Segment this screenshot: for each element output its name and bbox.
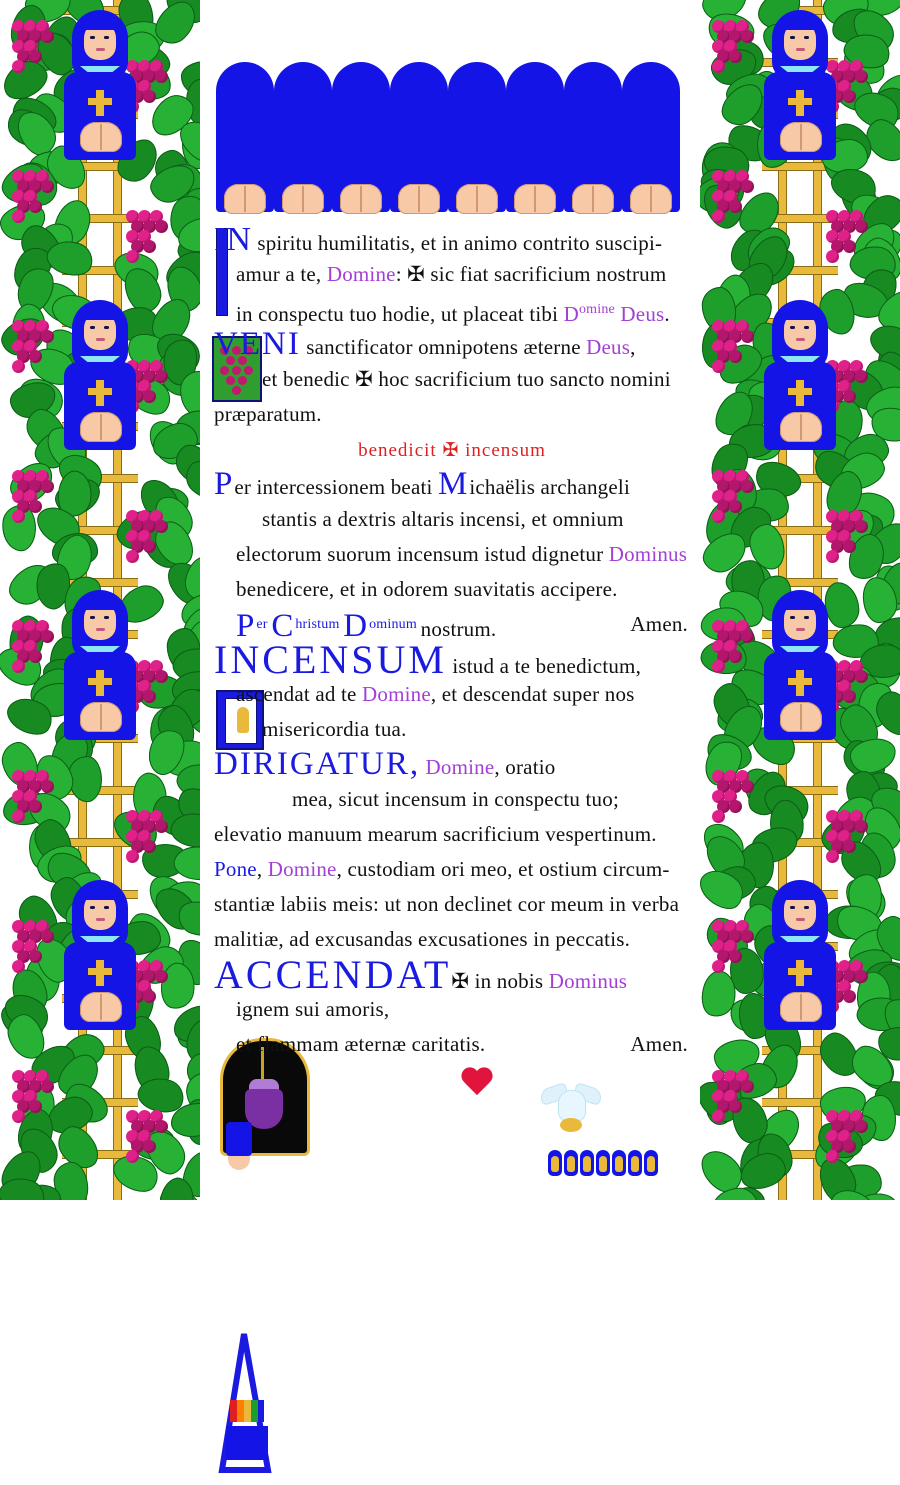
- text-run: eus: [635, 302, 665, 326]
- grape-cluster: [712, 920, 756, 980]
- text-run: : ✠ sic fiat sacrificium nostrum: [395, 262, 667, 286]
- grape-cluster: [12, 320, 56, 380]
- text-run: M: [438, 466, 470, 502]
- text-run: Domine: [362, 682, 431, 706]
- praying-nun-figure: [754, 590, 846, 740]
- text-run: ,: [256, 857, 268, 881]
- text-run: benedicere, et in odorem suavitatis accipere.: [236, 577, 618, 601]
- grape-cluster: [12, 170, 56, 230]
- text-run: malitiæ, ad excusandas excusationes in peccatis.: [214, 927, 631, 951]
- praying-monk: [622, 62, 680, 222]
- praying-monk: [216, 62, 274, 222]
- text-run: amur a te,: [236, 262, 327, 286]
- flame-icon: [548, 1150, 562, 1176]
- grape-cluster: [826, 510, 870, 570]
- praying-nun-figure: [54, 880, 146, 1030]
- grape-cluster: [12, 1070, 56, 1130]
- text-line: [214, 952, 690, 997]
- text-run: Pone: [214, 857, 257, 881]
- flame-icon: [564, 1150, 578, 1176]
- praying-monk: [390, 62, 448, 222]
- amen-label: Amen.: [630, 1032, 688, 1056]
- text-run: VENI: [214, 326, 301, 362]
- text-line: [214, 432, 690, 467]
- text-run: , et descendat super nos: [430, 682, 635, 706]
- text-run: omine: [578, 302, 615, 317]
- text-run: C: [271, 608, 296, 644]
- text-run: D: [343, 608, 370, 644]
- text-run: P: [236, 608, 257, 644]
- text-run: hristum: [295, 617, 344, 632]
- text-line: [214, 992, 690, 1027]
- grape-cluster: [12, 920, 56, 980]
- text-run: et benedic ✠ hoc sacrificium tuo sancto nomini: [262, 367, 671, 391]
- grape-cluster: [712, 470, 756, 530]
- text-column: [210, 0, 690, 1200]
- text-line: [214, 712, 690, 747]
- text-run: elevatio manuum mearum sacrificium vespertinum.: [214, 822, 657, 846]
- text-run: benedicit ✠ incensum: [358, 440, 546, 461]
- grape-cluster: [12, 770, 56, 830]
- praying-nun-figure: [54, 300, 146, 450]
- praying-nun-figure: [754, 10, 846, 160]
- praying-monk: [274, 62, 332, 222]
- text-run: Deus: [586, 335, 631, 359]
- grape-cluster: [12, 620, 56, 680]
- grape-cluster: [126, 810, 170, 870]
- text-run: , oratio: [494, 755, 556, 779]
- candle-icon: [226, 1122, 252, 1170]
- right-vine-border: [700, 0, 900, 1200]
- text-line: [214, 572, 690, 607]
- praying-nun-figure: [54, 590, 146, 740]
- text-run: præparatum.: [214, 402, 322, 426]
- grape-cluster: [712, 620, 756, 680]
- text-run: Domine: [326, 262, 396, 286]
- text-run: er: [256, 617, 272, 632]
- flame-icon: [628, 1150, 642, 1176]
- organ-pipes-initial: [214, 1330, 280, 1480]
- text-run: stantiæ labiis meis: ut non declinet cor meum in verba: [214, 892, 680, 916]
- holy-spirit-dove-icon: [540, 1078, 600, 1132]
- text-line: [214, 327, 690, 362]
- text-line: [214, 292, 690, 327]
- text-line: [214, 1027, 690, 1062]
- text-line: [214, 257, 690, 292]
- text-run: electorum suorum incensum istud dignetur: [236, 542, 609, 566]
- grape-cluster: [826, 1110, 870, 1170]
- flame-icon: [612, 1150, 626, 1176]
- text-line: [214, 782, 690, 817]
- grape-cluster: [12, 20, 56, 80]
- praying-nun-figure: [54, 10, 146, 160]
- text-run: D: [563, 302, 579, 326]
- praying-monk: [332, 62, 390, 222]
- text-run: .: [664, 302, 670, 326]
- praying-nun-figure: [754, 880, 846, 1030]
- left-vine-border: [0, 0, 200, 1200]
- text-run: INCENSUM: [214, 637, 447, 682]
- grape-cluster: [826, 810, 870, 870]
- text-run: IN: [214, 221, 252, 258]
- text-line: [214, 467, 690, 502]
- text-run: misericordia tua.: [262, 717, 407, 741]
- praying-monk: [506, 62, 564, 222]
- text-run: istud a te benedictum,: [446, 654, 642, 678]
- row-of-flames-icon: [548, 1150, 668, 1180]
- text-line: [214, 537, 690, 572]
- text-run: et flammam æternæ caritatis.: [236, 1032, 486, 1056]
- sacred-heart-icon: [460, 1068, 494, 1100]
- text-run: ACCENDAT: [214, 952, 452, 997]
- text-run: , custodiam ori meo, et ostium circum-: [336, 857, 670, 881]
- grape-cluster: [826, 210, 870, 270]
- prayer-text: [214, 222, 690, 1062]
- text-run: stantis a dextris altaris incensi, et omnium: [262, 507, 624, 531]
- text-run: in conspectu tuo hodie, ut placeat tibi: [236, 302, 564, 326]
- grape-cluster: [126, 510, 170, 570]
- text-line: [214, 852, 690, 887]
- flame-icon: [644, 1150, 658, 1176]
- grape-cluster: [12, 470, 56, 530]
- text-line: [214, 747, 690, 782]
- text-run: D: [620, 302, 636, 326]
- praying-nun-figure: [754, 300, 846, 450]
- text-run: Domine: [267, 857, 337, 881]
- praying-monk: [564, 62, 622, 222]
- amen-label: Amen.: [630, 612, 688, 636]
- text-run: nostrum.: [420, 617, 497, 641]
- text-run: Domine: [425, 755, 495, 779]
- grape-cluster: [712, 770, 756, 830]
- text-run: ascendat ad te: [236, 682, 363, 706]
- row-of-praying-monks: [216, 62, 686, 222]
- text-run: er intercessionem beati: [234, 475, 438, 499]
- flame-icon: [580, 1150, 594, 1176]
- text-run: ✠ in nobis: [451, 969, 549, 993]
- text-run: ichaëlis archangeli: [469, 475, 630, 499]
- text-line: [214, 502, 690, 537]
- text-line: [214, 362, 690, 397]
- text-line: [214, 817, 690, 852]
- text-run: DIRIGATUR,: [214, 746, 421, 782]
- text-line: [214, 637, 690, 682]
- text-run: mea, sicut incensum in conspectu tuo;: [292, 787, 619, 811]
- text-run: ignem sui amoris,: [236, 997, 390, 1021]
- text-run: Dominus: [548, 969, 628, 993]
- grape-cluster: [126, 1110, 170, 1170]
- text-line: [214, 677, 690, 712]
- grape-cluster: [712, 320, 756, 380]
- flame-icon: [596, 1150, 610, 1176]
- text-run: Dominus: [608, 542, 688, 566]
- text-run: P: [214, 466, 235, 502]
- text-line: [214, 222, 690, 257]
- text-line: [214, 887, 690, 922]
- text-run: ominum: [369, 617, 421, 632]
- text-run: spiritu humilitatis, et in animo contrito suscipi-: [251, 231, 663, 255]
- text-run: sanctificator omnipotens æterne: [300, 335, 587, 359]
- text-run: ,: [630, 335, 636, 359]
- grape-cluster: [712, 20, 756, 80]
- grape-cluster: [712, 170, 756, 230]
- text-line: [214, 397, 690, 432]
- praying-monk: [448, 62, 506, 222]
- grape-cluster: [712, 1070, 756, 1130]
- grape-cluster: [126, 210, 170, 270]
